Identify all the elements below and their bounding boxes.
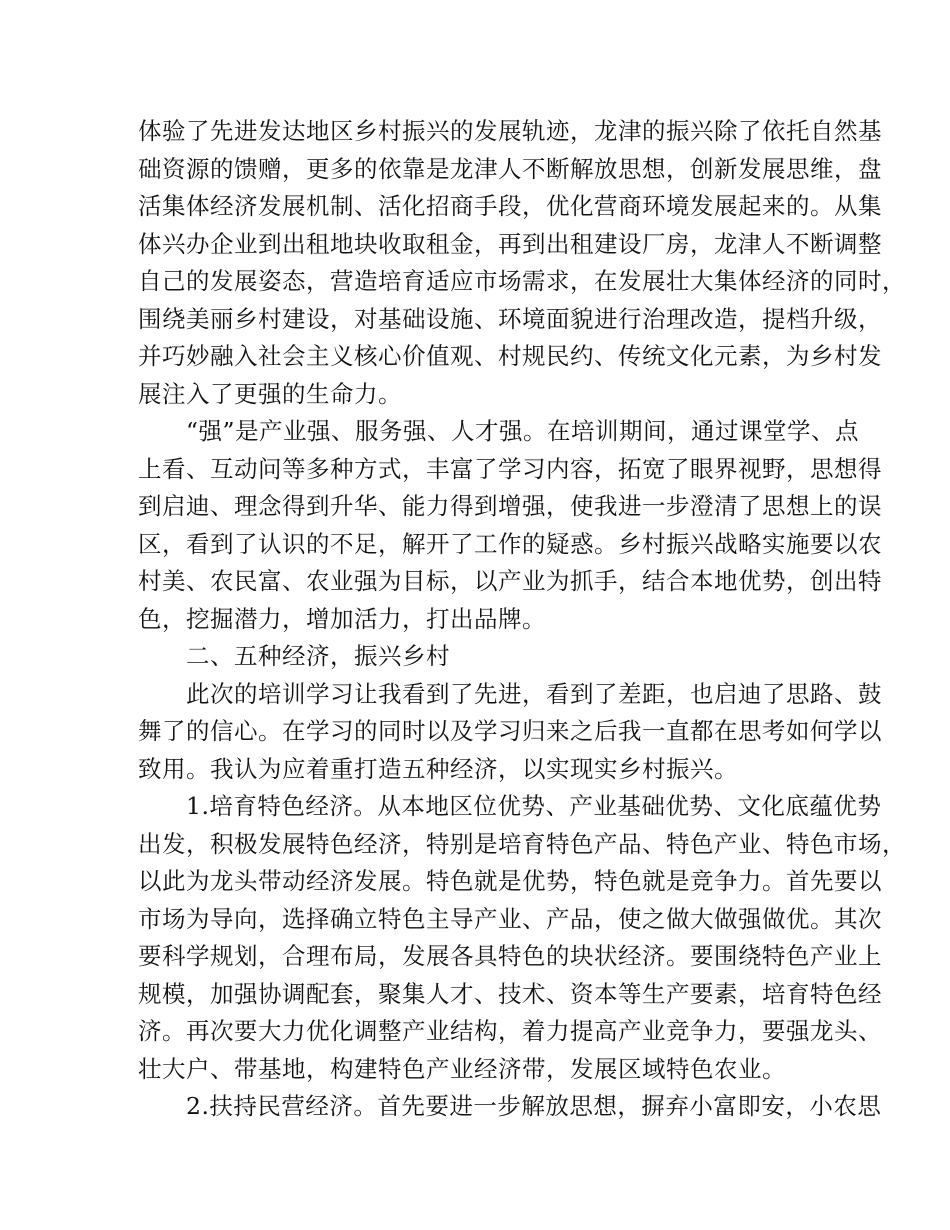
text-line: 村美、农民富、农业强为目标，以产业为抓手，结合本地优势，创出特 bbox=[138, 567, 882, 595]
text-line: 并巧妙融入社会主义核心价值观、村规民约、传统文化元素，为乡村发 bbox=[138, 342, 882, 370]
text-line: 自己的发展姿态，营造培育适应市场需求，在发展壮大集体经济的同时， bbox=[138, 267, 906, 295]
paragraph bbox=[138, 413, 882, 638]
text-line: “强”是产业强、服务强、人才强。在培训期间，通过课堂学、点 bbox=[186, 417, 860, 445]
text-line: 2.扶持民营经济。首先要进一步解放思想，摒弃小富即安，小农思 bbox=[186, 1092, 882, 1120]
text-line: 活集体经济发展机制、活化招商手段，优化营商环境发展起来的。从集 bbox=[138, 192, 882, 220]
text-line: 到启迪、理念得到升华、能力得到增强，使我进一步澄清了思想上的误 bbox=[138, 492, 882, 520]
text-line: 此次的培训学习让我看到了先进，看到了差距，也启迪了思路、鼓 bbox=[186, 679, 882, 708]
text-line: 围绕美丽乡村建设，对基础设施、环境面貌进行治理改造，提档升级， bbox=[138, 304, 882, 333]
text-line: 色，挖掘潜力，增加活力，打出品牌。 bbox=[138, 604, 546, 633]
text-line: 要科学规划，合理布局，发展各具特色的块状经济。要围绕特色产业上 bbox=[138, 942, 882, 970]
text-line: 以此为龙头带动经济发展。特色就是优势，特色就是竞争力。首先要以 bbox=[138, 867, 882, 895]
text-line: 舞了的信心。在学习的同时以及学习归来之后我一直都在思考如何学以 bbox=[138, 717, 882, 745]
section-heading bbox=[138, 638, 828, 676]
text-line: 础资源的馈赠，更多的依靠是龙津人不断解放思想，创新发展思维，盘 bbox=[138, 154, 882, 183]
text-line: 体兴办企业到出租地块收取租金，再到出租建设厂房，龙津人不断调整 bbox=[138, 229, 882, 258]
document-body bbox=[138, 113, 906, 1126]
text-line: 市场为导向，选择确立特色主导产业、产品，使之做大做强做优。其次 bbox=[138, 904, 882, 933]
text-line: 二、五种经济，振兴乡村 bbox=[186, 642, 450, 670]
text-line: 壮大户、带基地，构建特色产业经济带，发展区域特色农业。 bbox=[138, 1054, 786, 1083]
text-line: 上看、互动问等多种方式，丰富了学习内容，拓宽了眼界视野，思想得 bbox=[138, 454, 882, 483]
text-line: 济。再次要大力优化调整产业结构，着力提高产业竞争力，要强龙头、 bbox=[138, 1017, 882, 1045]
text-line: 规模，加强协调配套，聚集人才、技术、资本等生产要素，培育特色经 bbox=[138, 979, 882, 1008]
text-line: 出发，积极发展特色经济，特别是培育特色产品、特色产业、特色市场， bbox=[138, 829, 906, 858]
paragraph bbox=[138, 676, 882, 789]
text-line: 1.培育特色经济。从本地区位优势、产业基础优势、文化底蕴优势 bbox=[186, 792, 882, 820]
text-line: 区，看到了认识的不足，解开了工作的疑惑。乡村振兴战略实施要以农 bbox=[138, 529, 882, 558]
paragraph bbox=[138, 1088, 882, 1126]
text-line: 致用。我认为应着重打造五种经济，以实现实乡村振兴。 bbox=[138, 754, 738, 783]
text-line: 展注入了更强的生命力。 bbox=[138, 379, 402, 408]
paragraph bbox=[138, 113, 906, 413]
text-line: 体验了先进发达地区乡村振兴的发展轨迹，龙津的振兴除了依托自然基 bbox=[138, 117, 882, 145]
paragraph bbox=[138, 788, 906, 1088]
